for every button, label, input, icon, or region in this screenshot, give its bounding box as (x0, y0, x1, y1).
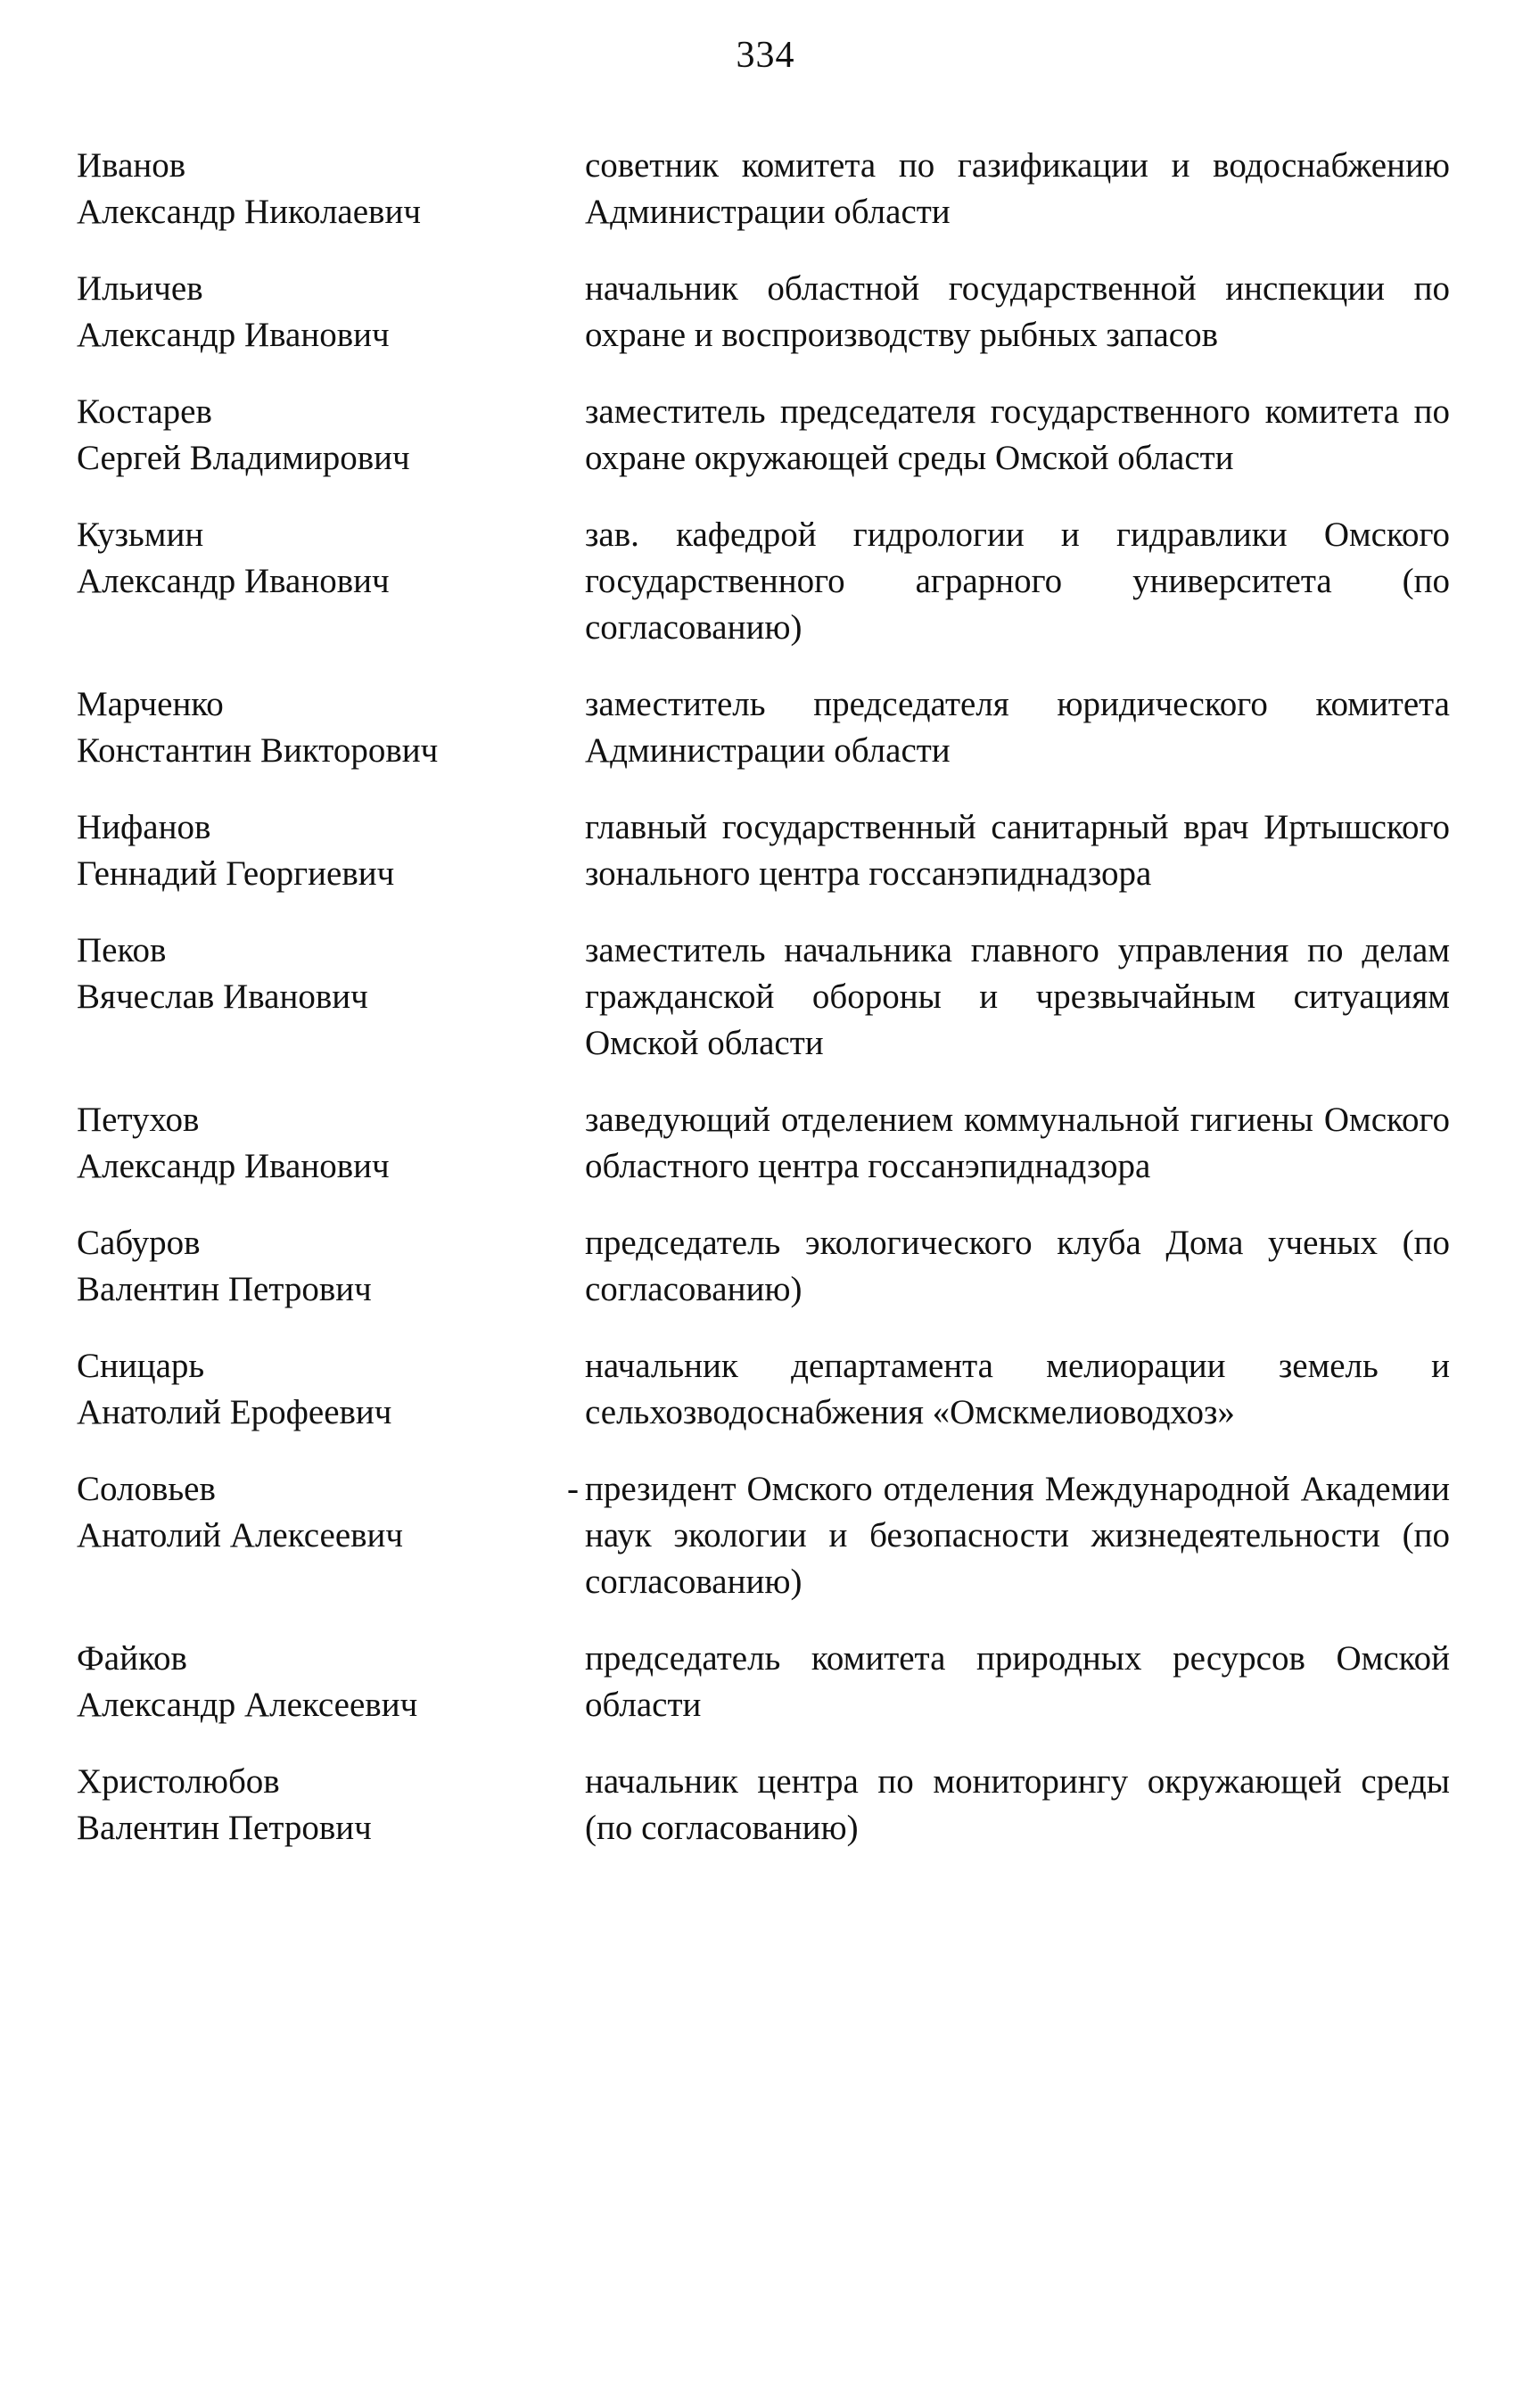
given-names: Александр Алексеевич (77, 1686, 418, 1724)
given-names: Валентин Петрович (77, 1270, 372, 1308)
position-title: председатель комитета природных ресурсов Омской области (585, 1639, 1450, 1724)
given-names: Александр Николаевич (77, 193, 421, 231)
surname: Костарев (77, 392, 212, 431)
person-name (77, 1097, 585, 1190)
position-title: главный государственный санитарный врач Иртышского зонального центра госсанэпиднадзора (585, 808, 1450, 893)
position-title: начальник областной государственной инспекции по охране и воспроизводству рыбных запасов (585, 269, 1450, 354)
person-name (77, 1759, 585, 1851)
given-names: Александр Иванович (77, 1147, 390, 1185)
surname: Христолюбов (77, 1762, 280, 1801)
position-title: президент Омского отделения Международной Академии наук экологии и безопасности жизнедеятельности (по согласованию) (585, 1470, 1450, 1601)
page-number: 334 (736, 35, 795, 76)
given-names: Анатолий Ерофеевич (77, 1393, 392, 1431)
position-title: начальник департамента мелиорации земель и сельхозводоснабжения «Омскмелиоводхоз» (585, 1347, 1450, 1431)
surname: Кузьмин (77, 515, 204, 554)
roster-entry (77, 389, 1468, 482)
surname: Нифанов (77, 808, 211, 846)
surname: Марченко (77, 685, 224, 723)
person-name (77, 1220, 585, 1313)
given-names: Константин Викторович (77, 731, 439, 770)
surname: Соловьев (77, 1470, 216, 1508)
person-name (77, 804, 585, 897)
roster-entry (77, 266, 1468, 359)
person-name (77, 928, 585, 1020)
given-names: Геннадий Георгиевич (77, 854, 395, 893)
given-names: Валентин Петрович (77, 1809, 372, 1847)
position-title: начальник центра по мониторингу окружающей среды (по согласованию) (585, 1762, 1450, 1847)
surname: Петухов (77, 1101, 200, 1139)
given-names: Анатолий Алексеевич (77, 1516, 404, 1554)
person-name (77, 143, 585, 235)
roster-entry (77, 143, 1468, 235)
position-title: председатель экологического клуба Дома ученых (по согласованию) (585, 1224, 1450, 1308)
person-name (77, 266, 585, 359)
position-title: советник комитета по газификации и водоснабжению Администрации области (585, 146, 1450, 231)
position-title: заместитель председателя юридического комитета Администрации области (585, 685, 1450, 770)
surname: Файков (77, 1639, 187, 1678)
roster-entry (77, 512, 1468, 651)
surname: Сабуров (77, 1224, 201, 1262)
roster-entry (77, 1220, 1468, 1313)
roster-entry (77, 1097, 1468, 1190)
given-names: Сергей Владимирович (77, 439, 410, 477)
surname: Сницарь (77, 1347, 205, 1385)
position-title: заместитель начальника главного управления по делам гражданской обороны и чрезвычайным ситуациям Омской области (585, 931, 1450, 1062)
roster-entry (77, 681, 1468, 774)
roster-entry (77, 1343, 1468, 1436)
surname: Пеков (77, 931, 167, 969)
person-name (77, 1343, 585, 1436)
person-name (77, 512, 585, 605)
roster-entry (77, 928, 1468, 1067)
person-name (77, 681, 585, 774)
surname: Ильичев (77, 269, 203, 308)
given-names: Александр Иванович (77, 316, 390, 354)
member-roster (77, 143, 1468, 1851)
position-title: заместитель председателя государственного комитета по охране окружающей среды Омской области (585, 392, 1450, 477)
roster-entry (77, 1759, 1468, 1851)
roster-entry (77, 804, 1468, 897)
person-name (77, 1466, 585, 1559)
position-title: зав. кафедрой гидрологии и гидравлики Омского государственного аграрного университета (по согласованию) (585, 515, 1450, 647)
given-names: Александр Иванович (77, 562, 390, 600)
given-names: Вячеслав Иванович (77, 977, 368, 1016)
person-name (77, 389, 585, 482)
person-name (77, 1636, 585, 1728)
dash-separator: - (567, 1470, 579, 1508)
roster-entry (77, 1466, 1468, 1605)
roster-entry (77, 1636, 1468, 1728)
position-title: заведующий отделением коммунальной гигиены Омского областного центра госсанэпиднадзора (585, 1101, 1450, 1185)
surname: Иванов (77, 146, 186, 185)
